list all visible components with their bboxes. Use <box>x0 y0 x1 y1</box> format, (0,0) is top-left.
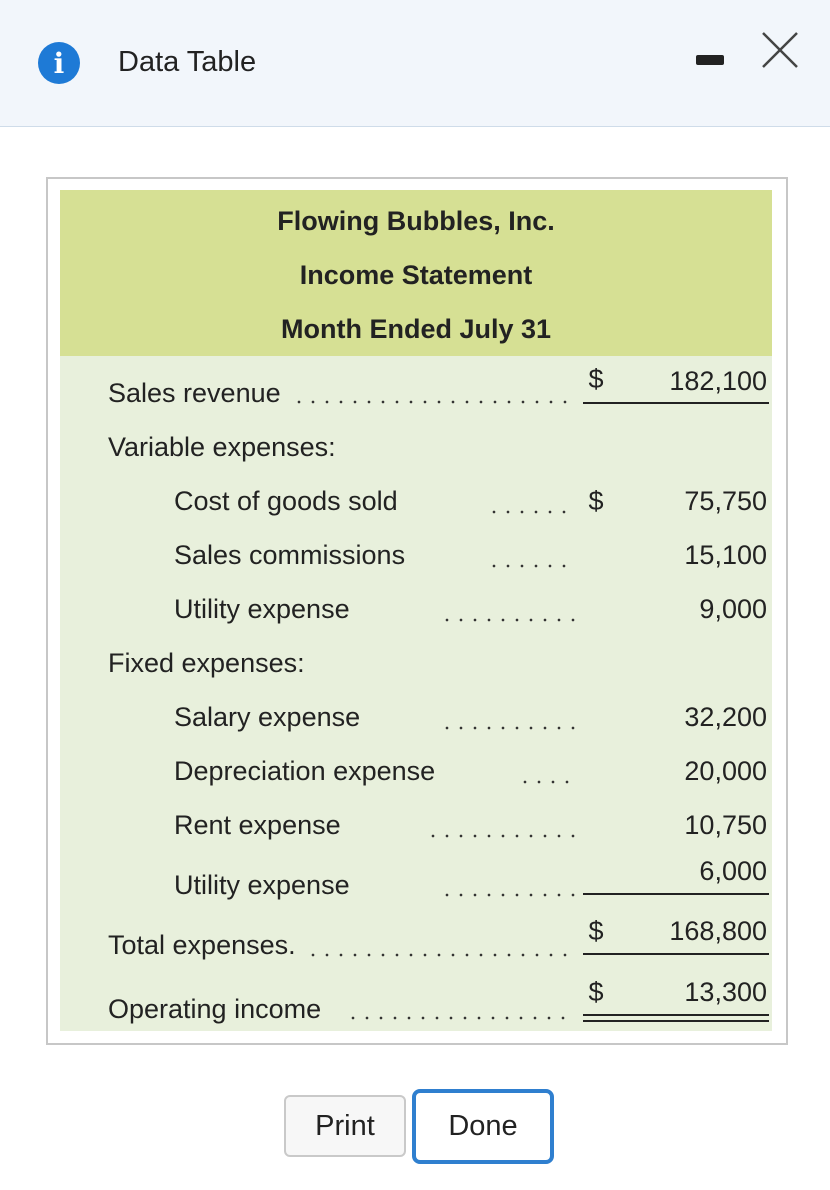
total-expenses-amount: 168,800 <box>669 916 767 946</box>
dialog-titlebar <box>0 0 830 127</box>
double-underline-top <box>583 1014 769 1016</box>
leader-dots <box>487 510 575 514</box>
leader-dots <box>487 564 575 568</box>
leader-dots <box>440 726 575 730</box>
rent-expense-amount: 10,750 <box>684 810 767 840</box>
statement-title: Income Statement <box>299 260 533 290</box>
close-icon[interactable] <box>760 30 800 70</box>
leader-dots <box>440 618 575 622</box>
underline <box>583 953 769 955</box>
underline <box>583 893 769 895</box>
leader-dots <box>346 1016 575 1020</box>
statement-period: Month Ended July 31 <box>280 314 552 344</box>
dialog-title: Data Table <box>118 46 257 78</box>
leader-dots <box>292 400 575 404</box>
underline <box>583 402 769 404</box>
salary-expense-label: Salary expense <box>174 702 361 732</box>
minimize-icon[interactable] <box>696 55 724 65</box>
print-button[interactable]: Print <box>284 1095 406 1157</box>
utility-expense-variable-label: Utility expense <box>174 594 350 624</box>
total-expenses-dollar: $ <box>588 916 604 946</box>
operating-income-amount: 13,300 <box>684 977 767 1007</box>
cogs-label: Cost of goods sold <box>174 486 398 516</box>
cogs-dollar: $ <box>588 486 604 516</box>
sales-revenue-dollar: $ <box>588 364 604 394</box>
sales-revenue-label: Sales revenue <box>108 378 281 408</box>
double-underline-bottom <box>583 1020 769 1022</box>
utility-expense-variable-amount: 9,000 <box>699 594 767 624</box>
leader-dots <box>306 953 575 957</box>
sales-commissions-amount: 15,100 <box>684 540 767 570</box>
operating-income-label: Operating income <box>108 994 322 1024</box>
rent-expense-label: Rent expense <box>174 810 341 840</box>
total-expenses-label: Total expenses. <box>108 930 296 960</box>
leader-dots <box>440 893 575 897</box>
sales-revenue-amount: 182,100 <box>669 366 767 396</box>
done-button[interactable]: Done <box>412 1089 554 1164</box>
operating-income-dollar: $ <box>588 977 604 1007</box>
depreciation-expense-label: Depreciation expense <box>174 756 436 786</box>
sales-commissions-label: Sales commissions <box>174 540 406 570</box>
utility-expense-fixed-amount: 6,000 <box>699 856 767 886</box>
utility-expense-fixed-label: Utility expense <box>174 870 350 900</box>
cogs-amount: 75,750 <box>684 486 767 516</box>
salary-expense-amount: 32,200 <box>684 702 767 732</box>
company-name: Flowing Bubbles, Inc. <box>277 206 555 236</box>
leader-dots <box>426 834 575 838</box>
variable-expenses-label: Variable expenses: <box>108 432 336 462</box>
info-icon: i <box>38 42 80 84</box>
leader-dots <box>518 780 575 784</box>
fixed-expenses-label: Fixed expenses: <box>108 648 305 678</box>
depreciation-expense-amount: 20,000 <box>684 756 767 786</box>
